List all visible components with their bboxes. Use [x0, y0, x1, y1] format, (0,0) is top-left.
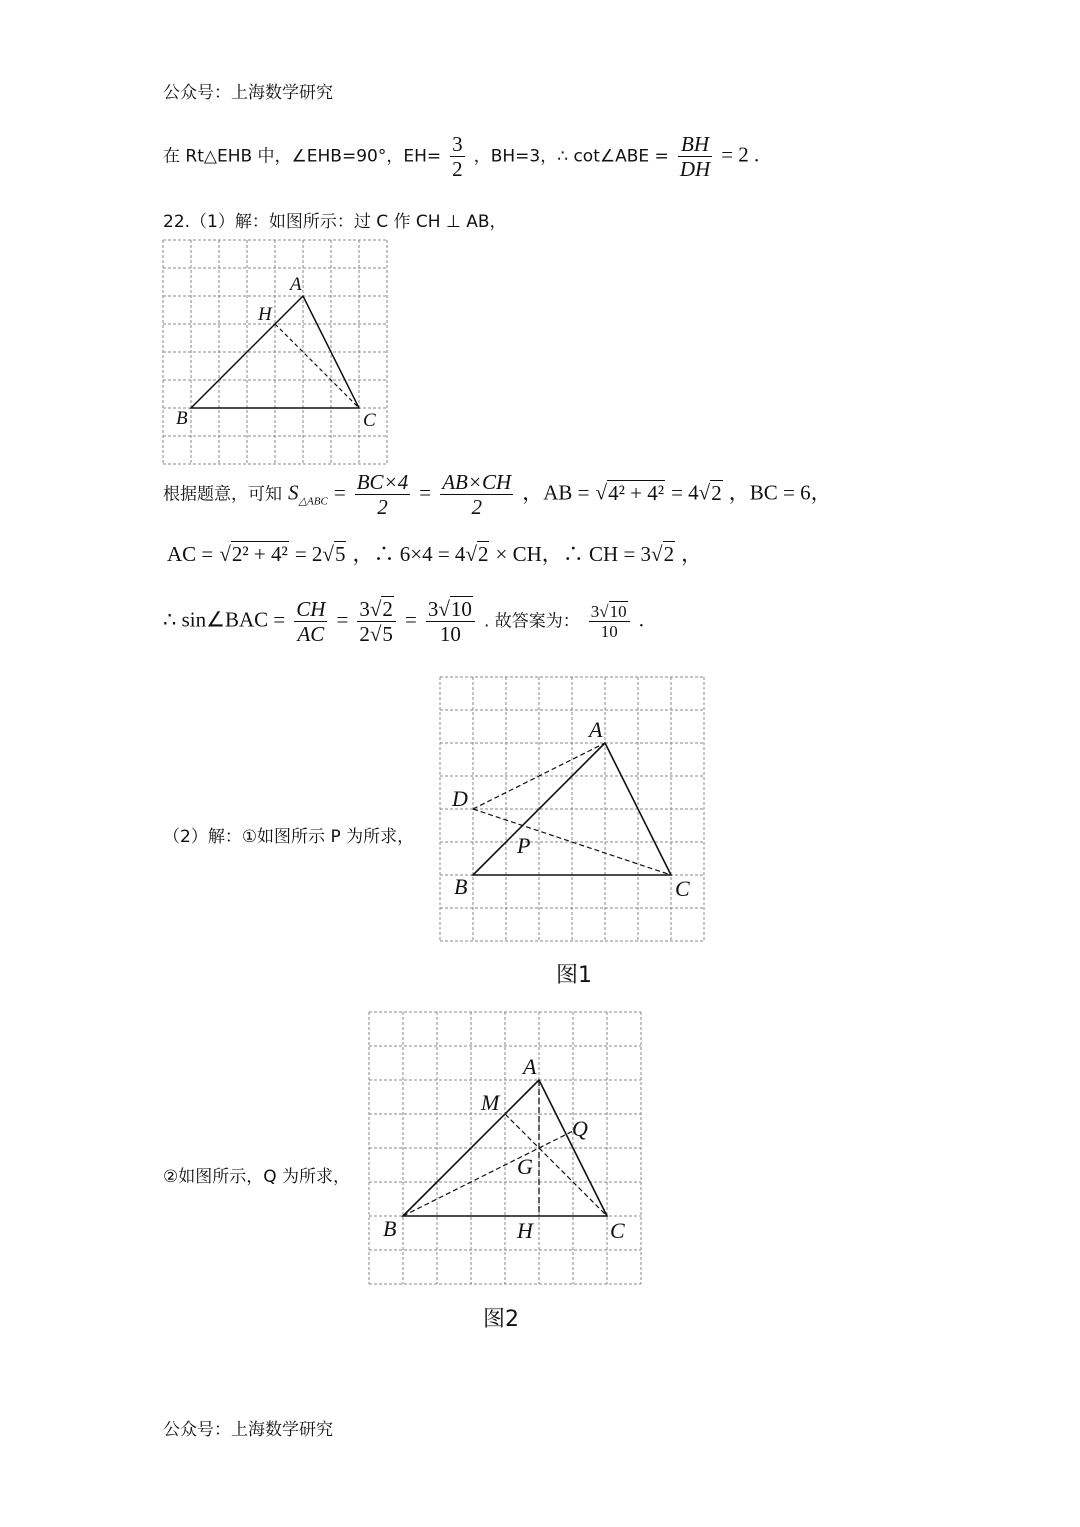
solution-line-cot: [163, 132, 759, 181]
page-footer: 公众号：上海数学研究: [163, 1420, 333, 1440]
segment-bq: [403, 1131, 573, 1216]
fig1-label-a: A: [589, 717, 603, 742]
ab-result: = 4: [671, 480, 699, 505]
ac-result: = 2: [294, 542, 323, 566]
fraction-cot: [678, 132, 712, 181]
fig1-label-c: C: [675, 876, 690, 901]
fig1-label-p: P: [517, 833, 531, 858]
cot-numerator: BH: [678, 132, 712, 157]
page-header: 公众号：上海数学研究: [163, 83, 333, 103]
figure-1: [436, 673, 711, 945]
fraction-bc4: [355, 470, 411, 519]
ch-radicand: 2: [663, 542, 675, 566]
eq2-end: ，: [681, 542, 703, 566]
eq3-end: .: [638, 607, 644, 632]
label-c: C: [363, 410, 376, 431]
f2-num-radicand: 2: [382, 597, 393, 621]
fig1-label-b: B: [454, 874, 468, 899]
ch-ac-numerator: CH: [296, 597, 326, 621]
label-h: H: [258, 304, 272, 325]
answer-fraction: $\frac{3√10}{10}$: [589, 602, 630, 642]
label-b: B: [176, 408, 188, 429]
f2-den-radicand: 5: [382, 622, 393, 647]
q22-heading: 22.（1）解：如图所示：过 C 作 CH ⊥ AB，: [163, 212, 507, 232]
ab-prefix: ，AB =: [522, 480, 590, 505]
figure0-grid: [163, 240, 387, 464]
ab-radicand: 4² + 4²: [608, 480, 665, 505]
f3-num-radicand: 10: [450, 597, 472, 621]
abch-numerator: AB×CH: [442, 470, 512, 494]
sin-prefix: ∴ sin∠BAC =: [163, 607, 286, 632]
label-a: A: [290, 274, 302, 295]
eq2-mid-radicand: 2: [477, 542, 489, 566]
cot-denominator: DH: [679, 157, 711, 182]
bc-value: ，BC = 6，: [728, 480, 832, 505]
eh-numerator: 3: [452, 132, 463, 156]
f2-den-coef: 2: [359, 622, 370, 647]
eq1-prefix: 根据题意，可知: [163, 484, 282, 505]
fig2-label-a: A: [523, 1054, 537, 1079]
figure2-grid: [369, 1012, 641, 1284]
figure-triangle-ch: [160, 238, 394, 466]
eh-denominator: 2: [452, 157, 463, 182]
fig2-label-m: M: [481, 1090, 500, 1115]
bc4-numerator: BC×4: [356, 470, 409, 494]
part2-text1: （2）解：①如图所示 P 为所求，: [163, 827, 415, 847]
ans-num-radicand: 10: [609, 601, 627, 621]
ch-ac-denominator: AC: [297, 622, 325, 647]
eq2-mid-post: × CH，∴ CH = 3: [495, 542, 652, 566]
part2-text2: ②如图所示，Q 为所求，: [163, 1167, 351, 1187]
figure1-caption: 图1: [556, 963, 592, 988]
f3-denominator: 10: [439, 622, 461, 647]
equation-area: 根据题意，可知 $S_{\triangle ABC}$ = $\frac{BC\times 4}{2}$ = $\frac{AB\times CH}{2}$ ，AB = √4² + 4² = 4√2 ，BC = 6，: [163, 470, 832, 520]
fraction-ch-ac: [294, 597, 327, 646]
fig2-label-c: C: [610, 1218, 625, 1243]
ac-radicand: 2² + 4²: [231, 542, 288, 566]
f3-num-coef: 3: [427, 597, 439, 621]
ans-denominator: 10: [600, 622, 618, 642]
equation-sin: ∴ sin∠BAC = $\frac{CH}{AC}$ = $\frac{3√2}{2√5}$ = $\frac{3√10}{10}$ . 故答案为： $\frac{3√10}{10}$ .: [163, 597, 644, 647]
line1-prefix: 在 Rt△EHB 中，∠EHB=90°，EH=: [163, 146, 442, 167]
fig2-label-g: G: [517, 1154, 533, 1179]
line1-result: = 2 .: [721, 142, 760, 167]
figure-2: [365, 1008, 647, 1288]
ans-num-coef: 3: [590, 601, 600, 621]
figure2-caption: 图2: [483, 1307, 519, 1332]
fig2-label-h: H: [517, 1218, 533, 1243]
ac-result-radicand: 5: [334, 542, 346, 566]
fraction-3r10-10: $\frac{3√10}{10}$: [426, 597, 475, 646]
fraction-3r2-2r5: $\frac{3√2}{2√5}$: [357, 597, 396, 646]
area-symbol: S: [288, 480, 299, 505]
ac-prefix: AC =: [167, 542, 214, 566]
fraction-eh: [450, 132, 465, 181]
abch-denominator: 2: [471, 495, 482, 520]
answer-prefix: . 故答案为：: [483, 611, 580, 632]
figure1-grid: [440, 677, 704, 941]
altitude-ch: [275, 324, 359, 408]
fig2-label-b: B: [383, 1216, 397, 1241]
equation-ac-ch: AC = √2² + 4² = 2√5 ，∴ 6×4 = 4√2 × CH，∴ CH = 3√2 ，: [167, 542, 703, 566]
f2-num-coef: 3: [359, 597, 370, 621]
ab-result-radicand: 2: [711, 480, 722, 505]
fig1-label-d: D: [452, 786, 468, 811]
bc4-denominator: 2: [377, 495, 388, 520]
fig2-label-q: Q: [572, 1116, 588, 1141]
eq2-mid: ，∴ 6×4 = 4: [352, 542, 466, 566]
area-subscript: △ABC: [298, 495, 328, 508]
line1-bh: ，BH=3，∴ cot∠ABE =: [473, 146, 669, 167]
fraction-abch: [440, 470, 513, 519]
